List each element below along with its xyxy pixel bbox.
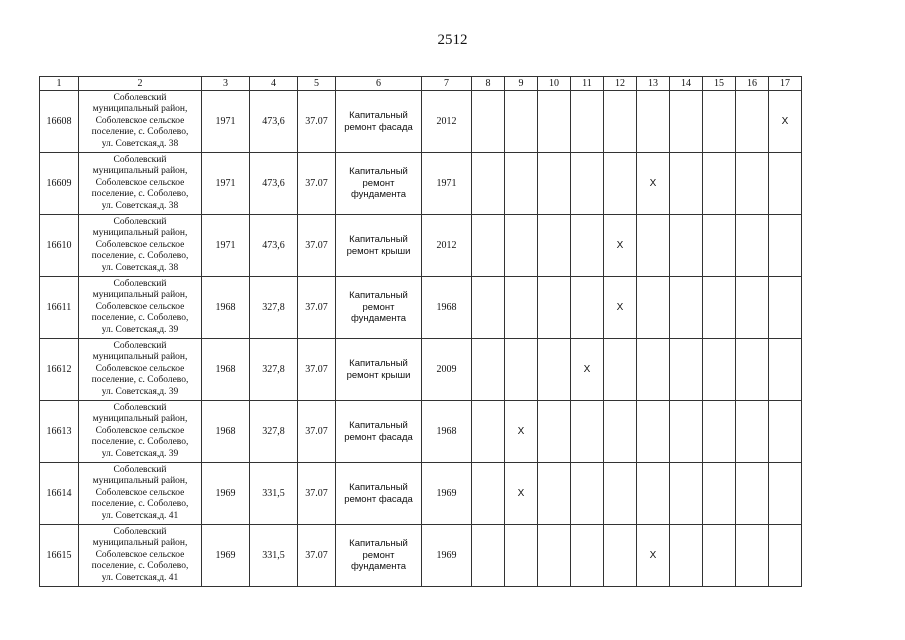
marker-cell [538,463,571,525]
address-line: Соболевское сельское [95,177,185,188]
code-cell: 37.07 [298,525,336,587]
marker-cell [736,91,769,153]
marker-cell: X [604,277,637,339]
marker-cell [769,463,802,525]
address-line: Соболевский [113,154,167,165]
address-line: Соболевский [113,92,167,103]
column-number-14: 14 [670,77,703,91]
marker-cell [736,463,769,525]
marker-cell [571,401,604,463]
marker-cell [571,215,604,277]
marker-cell [571,91,604,153]
marker-cell [505,91,538,153]
address-cell [79,463,202,525]
area-cell: 327,8 [250,401,298,463]
work-type-cell [336,401,422,463]
year-built-cell: 1968 [202,401,250,463]
table-row [40,463,802,525]
marker-cell [538,401,571,463]
marker-cell [472,525,505,587]
work-type-line: Капитальный [349,481,408,493]
work-type-line: фундамента [350,313,407,325]
register-table [39,76,802,587]
code-cell: 37.07 [298,277,336,339]
table-row [40,277,802,339]
code-cell: 37.07 [298,401,336,463]
address-cell [79,277,202,339]
address-line: Соболевское сельское [95,239,185,250]
record-id-cell: 16611 [40,277,79,339]
marker-cell: X [637,525,670,587]
column-number-11: 11 [571,77,604,91]
plan-year-cell: 2009 [422,339,472,401]
address-line: муниципальный район, [92,414,188,425]
work-type-line: Капитальный [349,233,408,245]
marker-cell [472,277,505,339]
address-line: поселение, с. Соболево, [91,189,189,200]
work-type-line: фундамента [350,561,407,573]
area-cell: 331,5 [250,463,298,525]
code-cell: 37.07 [298,339,336,401]
marker-cell: X [571,339,604,401]
marker-cell [670,277,703,339]
marker-cell [703,339,736,401]
address-line: ул. Советская,д. 38 [101,200,179,211]
address-line: ул. Советская,д. 41 [101,510,179,521]
marker-cell [769,525,802,587]
marker-cell [736,525,769,587]
work-type-line: ремонт [362,177,395,189]
year-built-cell: 1969 [202,463,250,525]
work-type-line: Капитальный [349,357,408,369]
plan-year-cell: 1969 [422,463,472,525]
work-type-cell [336,339,422,401]
record-id-cell: 16614 [40,463,79,525]
marker-cell [769,153,802,215]
work-type-cell [336,215,422,277]
address-line: Соболевское сельское [95,487,185,498]
marker-cell [604,525,637,587]
address-cell [79,401,202,463]
marker-cell: X [769,91,802,153]
marker-cell [472,401,505,463]
area-cell: 331,5 [250,525,298,587]
address-line: Соболевский [113,340,167,351]
record-id-cell: 16610 [40,215,79,277]
address-line: поселение, с. Соболево, [91,375,189,386]
marker-cell [637,277,670,339]
marker-cell [604,153,637,215]
column-number-15: 15 [703,77,736,91]
work-type-line: Капитальный [349,538,408,550]
work-type-line: ремонт [362,301,395,313]
marker-cell [505,339,538,401]
marker-cell [769,277,802,339]
marker-cell: X [505,401,538,463]
address-line: поселение, с. Соболево, [91,437,189,448]
address-line: Соболевское сельское [95,115,185,126]
work-type-cell [336,525,422,587]
address-cell [79,339,202,401]
marker-cell [736,339,769,401]
code-cell: 37.07 [298,153,336,215]
marker-cell [472,215,505,277]
marker-cell [703,153,736,215]
column-number-12: 12 [604,77,637,91]
column-number-17: 17 [769,77,802,91]
column-number-8: 8 [472,77,505,91]
plan-year-cell: 1971 [422,153,472,215]
column-number-13: 13 [637,77,670,91]
marker-cell [538,277,571,339]
year-built-cell: 1968 [202,339,250,401]
code-cell: 37.07 [298,91,336,153]
area-cell: 473,6 [250,91,298,153]
work-type-line: Капитальный [349,290,408,302]
plan-year-cell: 2012 [422,91,472,153]
address-line: муниципальный район, [92,166,188,177]
work-type-line: ремонт фасада [344,121,413,133]
record-id-cell: 16613 [40,401,79,463]
marker-cell [571,277,604,339]
address-line: муниципальный район, [92,290,188,301]
marker-cell [703,277,736,339]
year-built-cell: 1968 [202,277,250,339]
marker-cell [604,463,637,525]
address-line: Соболевское сельское [95,363,185,374]
marker-cell: X [505,463,538,525]
year-built-cell: 1971 [202,91,250,153]
address-line: ул. Советская,д. 39 [101,386,179,397]
area-cell: 473,6 [250,153,298,215]
area-cell: 473,6 [250,215,298,277]
marker-cell: X [604,215,637,277]
work-type-line: Капитальный [349,109,408,121]
marker-cell [637,401,670,463]
marker-cell [472,153,505,215]
marker-cell [670,153,703,215]
year-built-cell: 1969 [202,525,250,587]
column-number-row [40,77,802,91]
column-number-6: 6 [336,77,422,91]
plan-year-cell: 1969 [422,525,472,587]
marker-cell [703,215,736,277]
table-row [40,91,802,153]
marker-cell [538,215,571,277]
work-type-line: ремонт фасада [344,431,413,443]
address-line: ул. Советская,д. 41 [101,572,179,583]
marker-cell [736,215,769,277]
address-cell [79,153,202,215]
marker-cell [769,215,802,277]
marker-cell [571,153,604,215]
area-cell: 327,8 [250,339,298,401]
marker-cell [604,401,637,463]
record-id-cell: 16615 [40,525,79,587]
work-type-line: ремонт крыши [346,369,411,381]
record-id-cell: 16609 [40,153,79,215]
address-line: поселение, с. Соболево, [91,127,189,138]
address-line: Соболевское сельское [95,549,185,560]
year-built-cell: 1971 [202,215,250,277]
marker-cell [670,215,703,277]
marker-cell [736,277,769,339]
table-row [40,401,802,463]
marker-cell [505,525,538,587]
marker-cell: X [637,153,670,215]
marker-cell [538,525,571,587]
address-line: ул. Советская,д. 39 [101,324,179,335]
marker-cell [604,91,637,153]
marker-cell [769,401,802,463]
work-type-line: ремонт [362,549,395,561]
address-line: муниципальный район, [92,476,188,487]
marker-cell [736,153,769,215]
address-cell [79,525,202,587]
address-line: Соболевское сельское [95,301,185,312]
marker-cell [670,525,703,587]
table-row [40,525,802,587]
code-cell: 37.07 [298,463,336,525]
work-type-line: Капитальный [349,419,408,431]
address-line: поселение, с. Соболево, [91,313,189,324]
year-built-cell: 1971 [202,153,250,215]
address-line: ул. Советская,д. 39 [101,448,179,459]
address-line: поселение, с. Соболево, [91,561,189,572]
plan-year-cell: 2012 [422,215,472,277]
marker-cell [637,215,670,277]
marker-cell [703,401,736,463]
table-row [40,339,802,401]
address-line: ул. Советская,д. 38 [101,262,179,273]
marker-cell [472,463,505,525]
table-row [40,153,802,215]
marker-cell [670,91,703,153]
area-cell: 327,8 [250,277,298,339]
work-type-cell [336,463,422,525]
marker-cell [637,463,670,525]
column-number-5: 5 [298,77,336,91]
column-number-10: 10 [538,77,571,91]
marker-cell [703,463,736,525]
marker-cell [769,339,802,401]
marker-cell [703,91,736,153]
marker-cell [571,525,604,587]
work-type-cell [336,91,422,153]
marker-cell [670,463,703,525]
address-line: Соболевский [113,216,167,227]
marker-cell [472,339,505,401]
address-line: муниципальный район, [92,104,188,115]
marker-cell [637,339,670,401]
marker-cell [538,153,571,215]
work-type-cell [336,277,422,339]
address-cell [79,91,202,153]
address-cell [79,215,202,277]
marker-cell [637,91,670,153]
marker-cell [505,215,538,277]
column-number-16: 16 [736,77,769,91]
address-line: муниципальный район, [92,228,188,239]
work-type-cell [336,153,422,215]
record-id-cell: 16612 [40,339,79,401]
marker-cell [736,401,769,463]
address-line: поселение, с. Соболево, [91,251,189,262]
address-line: Соболевское сельское [95,425,185,436]
work-type-line: ремонт фасада [344,493,413,505]
marker-cell [505,153,538,215]
column-number-2: 2 [79,77,202,91]
marker-cell [538,91,571,153]
address-line: поселение, с. Соболево, [91,499,189,510]
table-row [40,215,802,277]
address-line: муниципальный район, [92,352,188,363]
work-type-line: фундамента [350,189,407,201]
marker-cell [538,339,571,401]
address-line: Соболевский [113,464,167,475]
address-line: ул. Советская,д. 38 [101,138,179,149]
work-type-line: Капитальный [349,166,408,178]
column-number-9: 9 [505,77,538,91]
column-number-1: 1 [40,77,79,91]
address-line: Соболевский [113,402,167,413]
marker-cell [670,401,703,463]
column-number-3: 3 [202,77,250,91]
marker-cell [670,339,703,401]
work-type-line: ремонт крыши [346,245,411,257]
marker-cell [604,339,637,401]
code-cell: 37.07 [298,215,336,277]
plan-year-cell: 1968 [422,277,472,339]
plan-year-cell: 1968 [422,401,472,463]
column-number-7: 7 [422,77,472,91]
marker-cell [703,525,736,587]
marker-cell [505,277,538,339]
address-line: муниципальный район, [92,538,188,549]
marker-cell [472,91,505,153]
record-id-cell: 16608 [40,91,79,153]
page-number: 2512 [437,32,468,48]
marker-cell [571,463,604,525]
address-line: Соболевский [113,278,167,289]
address-line: Соболевский [113,526,167,537]
column-number-4: 4 [250,77,298,91]
